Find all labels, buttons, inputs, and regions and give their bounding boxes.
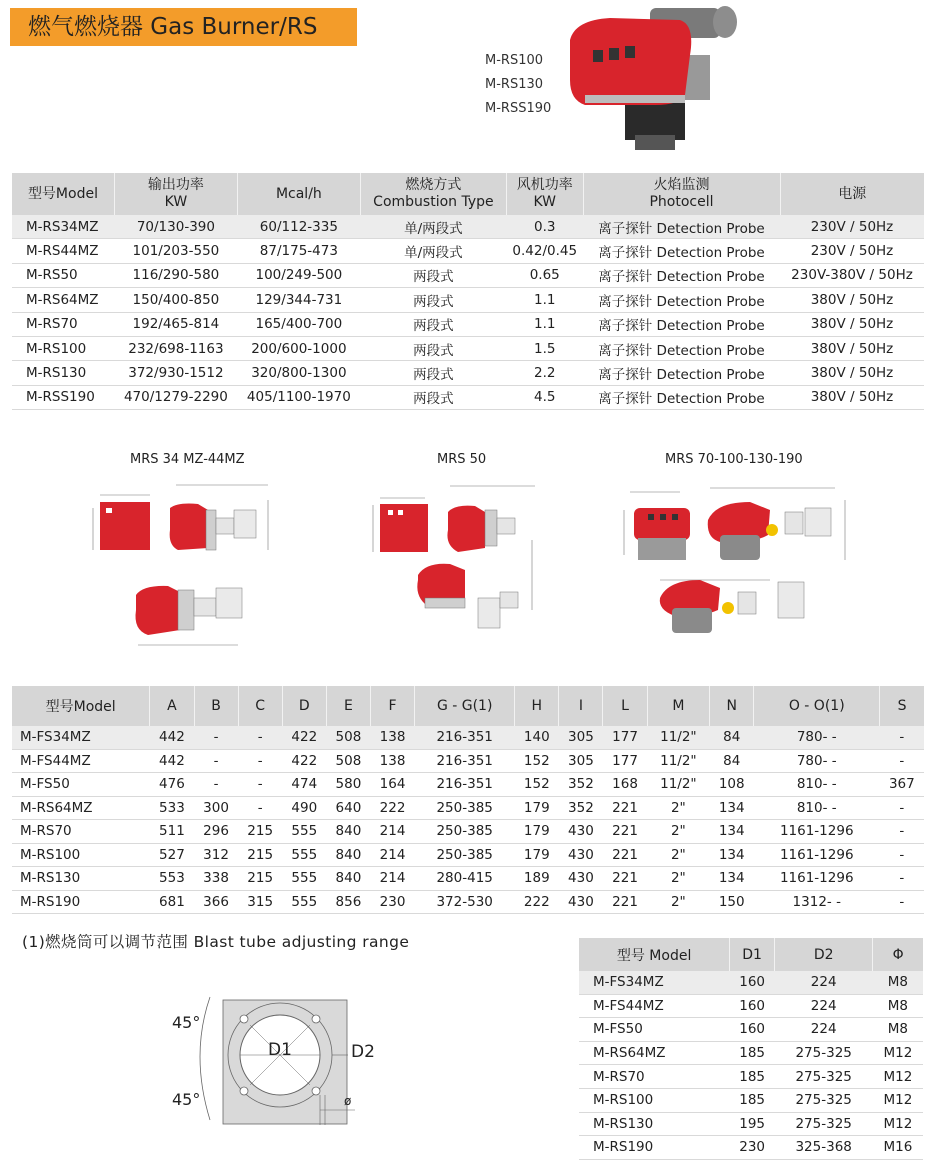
- table-row: [12, 890, 924, 914]
- table-cell: M12: [873, 1112, 923, 1136]
- table-cell: 1312- -: [754, 890, 880, 914]
- table-cell: M12: [873, 1088, 923, 1112]
- phi-label: ø: [344, 1094, 352, 1108]
- table-row: [12, 843, 924, 867]
- table-row: [579, 1136, 923, 1160]
- table-row: [12, 288, 924, 312]
- table-cell: 离子探针 Detection Probe: [583, 312, 780, 336]
- table-cell: 275-325: [775, 1112, 873, 1136]
- table-cell: 168: [603, 773, 647, 797]
- table-cell: 215: [238, 820, 282, 844]
- table-cell: 275-325: [775, 1041, 873, 1065]
- table-cell: 离子探针 Detection Probe: [583, 288, 780, 312]
- table-cell: -: [238, 796, 282, 820]
- table-cell: 470/1279-2290: [114, 385, 237, 409]
- dim-header: E: [326, 686, 370, 726]
- table-cell: 2": [647, 796, 710, 820]
- dim-header: O - O(1): [754, 686, 880, 726]
- table-cell: 474: [282, 773, 326, 797]
- table-cell: 214: [371, 867, 415, 891]
- table-cell: 221: [603, 796, 647, 820]
- table-cell: 215: [238, 843, 282, 867]
- table-cell: 553: [150, 867, 194, 891]
- table-cell: M-FS44MZ: [579, 994, 730, 1018]
- table-cell: 101/203-550: [114, 239, 237, 263]
- table-cell: 442: [150, 726, 194, 749]
- table-cell: M-RS64MZ: [12, 288, 114, 312]
- table-cell: 216-351: [415, 773, 515, 797]
- table-cell: M-RS190: [579, 1136, 730, 1160]
- table-cell: 380V / 50Hz: [780, 288, 924, 312]
- table-cell: 320/800-1300: [237, 361, 360, 385]
- table-cell: -: [880, 820, 924, 844]
- table-row: [579, 1112, 923, 1136]
- dim-header: B: [194, 686, 238, 726]
- table-cell: 221: [603, 867, 647, 891]
- table-cell: 222: [515, 890, 559, 914]
- d2-label: D2: [351, 1042, 375, 1062]
- table-cell: 两段式: [360, 385, 506, 409]
- diagram-label: MRS 70-100-130-190: [665, 452, 803, 467]
- table-cell: 422: [282, 749, 326, 773]
- table-cell: 780- -: [754, 726, 880, 749]
- spec-header: 风机功率 KW: [506, 173, 583, 215]
- table-cell: 134: [710, 796, 754, 820]
- dim-header: M: [647, 686, 710, 726]
- table-cell: 476: [150, 773, 194, 797]
- diagram-label: MRS 50: [437, 452, 487, 467]
- table-cell: 380V / 50Hz: [780, 361, 924, 385]
- table-cell: 555: [282, 843, 326, 867]
- table-cell: M8: [873, 994, 923, 1018]
- table-cell: 352: [559, 773, 603, 797]
- angle-label: 45°: [172, 1090, 201, 1109]
- table-cell: M-RS44MZ: [12, 239, 114, 263]
- table-row: [579, 1065, 923, 1089]
- table-cell: M-RS50: [12, 263, 114, 287]
- spec-header: 电源: [780, 173, 924, 215]
- table-row: [579, 971, 923, 994]
- table-row: [579, 1088, 923, 1112]
- table-cell: 856: [326, 890, 370, 914]
- table-cell: 230V / 50Hz: [780, 239, 924, 263]
- table-cell: 224: [775, 971, 873, 994]
- table-cell: 87/175-473: [237, 239, 360, 263]
- table-cell: 1161-1296: [754, 820, 880, 844]
- table-cell: 810- -: [754, 773, 880, 797]
- table-cell: 192/465-814: [114, 312, 237, 336]
- table-cell: 2": [647, 843, 710, 867]
- table-cell: -: [194, 726, 238, 749]
- table-cell: 380V / 50Hz: [780, 385, 924, 409]
- table-cell: 200/600-1000: [237, 336, 360, 360]
- table-cell: 两段式: [360, 336, 506, 360]
- table-cell: 422: [282, 726, 326, 749]
- dim-header: G - G(1): [415, 686, 515, 726]
- table-cell: 214: [371, 843, 415, 867]
- dim-header: S: [880, 686, 924, 726]
- table-cell: M-FS50: [579, 1018, 730, 1042]
- table-row: [12, 749, 924, 773]
- table-cell: 352: [559, 796, 603, 820]
- dim-header: N: [710, 686, 754, 726]
- table-cell: 134: [710, 867, 754, 891]
- table-cell: -: [238, 726, 282, 749]
- burner-dimension-drawing: [370, 480, 550, 650]
- table-row: [12, 263, 924, 287]
- table-cell: 221: [603, 890, 647, 914]
- table-cell: 116/290-580: [114, 263, 237, 287]
- blast-tube-note: (1)燃烧筒可以调节范围 Blast tube adjusting range: [22, 933, 410, 951]
- table-cell: 离子探针 Detection Probe: [583, 361, 780, 385]
- tube-header: 型号 Model: [579, 938, 730, 971]
- table-cell: 430: [559, 890, 603, 914]
- table-cell: 0.3: [506, 215, 583, 239]
- table-cell: 508: [326, 749, 370, 773]
- spec-table: [12, 173, 924, 410]
- product-photo: [565, 0, 745, 155]
- page-title: 燃气燃烧器 Gas Burner/RS: [10, 8, 357, 46]
- table-cell: 离子探针 Detection Probe: [583, 385, 780, 409]
- dimension-table: [12, 686, 924, 914]
- table-cell: 224: [775, 1018, 873, 1042]
- tube-header: Φ: [873, 938, 923, 971]
- table-cell: 11/2": [647, 726, 710, 749]
- table-cell: M-RS100: [579, 1088, 730, 1112]
- table-cell: 1.1: [506, 288, 583, 312]
- table-cell: 442: [150, 749, 194, 773]
- table-row: [579, 1041, 923, 1065]
- table-row: [12, 796, 924, 820]
- table-cell: M-RS130: [12, 361, 114, 385]
- table-cell: M-RS130: [12, 867, 150, 891]
- table-cell: 296: [194, 820, 238, 844]
- blast-tube-table: [579, 938, 923, 1160]
- table-cell: M-RS70: [579, 1065, 730, 1089]
- table-cell: 216-351: [415, 749, 515, 773]
- table-cell: 108: [710, 773, 754, 797]
- table-cell: 372-530: [415, 890, 515, 914]
- table-cell: 1.1: [506, 312, 583, 336]
- table-cell: 230V-380V / 50Hz: [780, 263, 924, 287]
- table-cell: 195: [730, 1112, 775, 1136]
- table-cell: M12: [873, 1041, 923, 1065]
- table-cell: 215: [238, 867, 282, 891]
- table-cell: 275-325: [775, 1088, 873, 1112]
- dim-header: I: [559, 686, 603, 726]
- spec-header: 输出功率 KW: [114, 173, 237, 215]
- table-cell: M8: [873, 971, 923, 994]
- table-cell: 2": [647, 890, 710, 914]
- table-cell: 离子探针 Detection Probe: [583, 336, 780, 360]
- table-cell: -: [880, 890, 924, 914]
- table-cell: 160: [730, 1018, 775, 1042]
- table-cell: 511: [150, 820, 194, 844]
- table-cell: -: [880, 867, 924, 891]
- table-cell: 160: [730, 971, 775, 994]
- table-cell: 179: [515, 820, 559, 844]
- table-cell: 840: [326, 867, 370, 891]
- spec-header: Mcal/h: [237, 173, 360, 215]
- table-cell: 177: [603, 749, 647, 773]
- table-cell: 280-415: [415, 867, 515, 891]
- tube-header: D1: [730, 938, 775, 971]
- table-cell: 490: [282, 796, 326, 820]
- table-row: [12, 726, 924, 749]
- table-cell: M-RS190: [12, 890, 150, 914]
- dim-header: F: [371, 686, 415, 726]
- table-cell: 84: [710, 726, 754, 749]
- table-cell: 555: [282, 867, 326, 891]
- table-cell: 84: [710, 749, 754, 773]
- table-cell: 2.2: [506, 361, 583, 385]
- table-cell: 134: [710, 820, 754, 844]
- table-cell: M-RS64MZ: [579, 1041, 730, 1065]
- table-row: [12, 215, 924, 239]
- burner-dimension-drawing: [88, 480, 288, 660]
- table-cell: 185: [730, 1041, 775, 1065]
- table-cell: 11/2": [647, 773, 710, 797]
- spec-header: 燃烧方式 Combustion Type: [360, 173, 506, 215]
- table-cell: 单/两段式: [360, 239, 506, 263]
- table-cell: 185: [730, 1065, 775, 1089]
- table-cell: 189: [515, 867, 559, 891]
- table-row: [579, 1018, 923, 1042]
- table-cell: 372/930-1512: [114, 361, 237, 385]
- table-cell: 681: [150, 890, 194, 914]
- table-cell: 60/112-335: [237, 215, 360, 239]
- table-cell: 315: [238, 890, 282, 914]
- table-cell: 离子探针 Detection Probe: [583, 215, 780, 239]
- table-cell: 312: [194, 843, 238, 867]
- angle-label: 45°: [172, 1013, 201, 1032]
- table-cell: 275-325: [775, 1065, 873, 1089]
- table-cell: 250-385: [415, 820, 515, 844]
- table-cell: 两段式: [360, 263, 506, 287]
- table-cell: 527: [150, 843, 194, 867]
- dim-header: H: [515, 686, 559, 726]
- table-cell: 150: [710, 890, 754, 914]
- table-cell: 555: [282, 820, 326, 844]
- table-cell: 2": [647, 867, 710, 891]
- table-cell: 离子探针 Detection Probe: [583, 239, 780, 263]
- table-cell: 230V / 50Hz: [780, 215, 924, 239]
- table-cell: 325-368: [775, 1136, 873, 1160]
- table-cell: 230: [371, 890, 415, 914]
- table-cell: 179: [515, 843, 559, 867]
- table-cell: 两段式: [360, 288, 506, 312]
- table-cell: 两段式: [360, 361, 506, 385]
- table-cell: M-FS34MZ: [579, 971, 730, 994]
- table-row: [579, 994, 923, 1018]
- table-cell: 221: [603, 843, 647, 867]
- table-cell: 138: [371, 726, 415, 749]
- d1-label: D1: [268, 1040, 292, 1060]
- tube-header: D2: [775, 938, 873, 971]
- table-cell: M-RS34MZ: [12, 215, 114, 239]
- table-cell: -: [880, 749, 924, 773]
- table-row: [12, 336, 924, 360]
- dim-header: D: [282, 686, 326, 726]
- table-cell: 216-351: [415, 726, 515, 749]
- flange-drawing: [170, 995, 390, 1130]
- dim-header: C: [238, 686, 282, 726]
- table-cell: 367: [880, 773, 924, 797]
- table-cell: 232/698-1163: [114, 336, 237, 360]
- table-cell: 177: [603, 726, 647, 749]
- table-cell: 221: [603, 820, 647, 844]
- dim-header: L: [603, 686, 647, 726]
- product-model-label: M-RS130: [485, 77, 544, 92]
- table-cell: -: [880, 843, 924, 867]
- table-cell: 1161-1296: [754, 867, 880, 891]
- table-cell: 152: [515, 749, 559, 773]
- table-cell: -: [238, 773, 282, 797]
- table-cell: 222: [371, 796, 415, 820]
- table-cell: 580: [326, 773, 370, 797]
- table-cell: 430: [559, 820, 603, 844]
- table-cell: 224: [775, 994, 873, 1018]
- table-cell: 780- -: [754, 749, 880, 773]
- table-cell: 179: [515, 796, 559, 820]
- table-row: [12, 312, 924, 336]
- table-cell: 305: [559, 726, 603, 749]
- table-cell: M-FS50: [12, 773, 150, 797]
- table-cell: -: [194, 749, 238, 773]
- table-cell: 150/400-850: [114, 288, 237, 312]
- table-cell: 1.5: [506, 336, 583, 360]
- table-cell: -: [880, 796, 924, 820]
- table-cell: 离子探针 Detection Probe: [583, 263, 780, 287]
- table-cell: 单/两段式: [360, 215, 506, 239]
- table-cell: 533: [150, 796, 194, 820]
- dim-header: 型号Model: [12, 686, 150, 726]
- table-cell: 11/2": [647, 749, 710, 773]
- table-cell: 两段式: [360, 312, 506, 336]
- table-cell: 380V / 50Hz: [780, 312, 924, 336]
- table-cell: M8: [873, 1018, 923, 1042]
- burner-dimension-drawing: [620, 480, 860, 655]
- table-cell: M-RS70: [12, 820, 150, 844]
- table-cell: 250-385: [415, 796, 515, 820]
- table-cell: 214: [371, 820, 415, 844]
- diagram-label: MRS 34 MZ-44MZ: [130, 452, 245, 467]
- table-cell: 300: [194, 796, 238, 820]
- table-cell: 230: [730, 1136, 775, 1160]
- product-model-label: M-RS100: [485, 53, 544, 68]
- table-cell: 140: [515, 726, 559, 749]
- table-cell: 555: [282, 890, 326, 914]
- table-cell: 0.65: [506, 263, 583, 287]
- table-cell: 160: [730, 994, 775, 1018]
- table-row: [12, 867, 924, 891]
- spec-header: 火焰监测 Photocell: [583, 173, 780, 215]
- table-cell: 185: [730, 1088, 775, 1112]
- table-row: [12, 239, 924, 263]
- table-cell: 4.5: [506, 385, 583, 409]
- table-cell: 138: [371, 749, 415, 773]
- table-cell: 134: [710, 843, 754, 867]
- table-row: [12, 361, 924, 385]
- table-cell: 129/344-731: [237, 288, 360, 312]
- table-cell: 0.42/0.45: [506, 239, 583, 263]
- table-cell: 250-385: [415, 843, 515, 867]
- table-cell: 366: [194, 890, 238, 914]
- table-cell: -: [880, 726, 924, 749]
- table-cell: 640: [326, 796, 370, 820]
- product-model-label: M-RSS190: [485, 101, 552, 116]
- table-cell: M-FS44MZ: [12, 749, 150, 773]
- table-cell: M-FS34MZ: [12, 726, 150, 749]
- table-cell: -: [194, 773, 238, 797]
- table-cell: -: [238, 749, 282, 773]
- table-cell: M-RS100: [12, 336, 114, 360]
- table-row: [12, 385, 924, 409]
- table-cell: 508: [326, 726, 370, 749]
- table-cell: 810- -: [754, 796, 880, 820]
- table-cell: 380V / 50Hz: [780, 336, 924, 360]
- table-cell: 2": [647, 820, 710, 844]
- table-cell: M16: [873, 1136, 923, 1160]
- table-cell: M12: [873, 1065, 923, 1089]
- table-cell: M-RS70: [12, 312, 114, 336]
- table-cell: 338: [194, 867, 238, 891]
- spec-header: 型号Model: [12, 173, 114, 215]
- table-cell: 840: [326, 820, 370, 844]
- table-cell: 405/1100-1970: [237, 385, 360, 409]
- table-row: [12, 773, 924, 797]
- table-cell: 152: [515, 773, 559, 797]
- table-cell: M-RSS190: [12, 385, 114, 409]
- table-cell: 840: [326, 843, 370, 867]
- table-row: [12, 820, 924, 844]
- table-cell: 70/130-390: [114, 215, 237, 239]
- table-cell: M-RS64MZ: [12, 796, 150, 820]
- table-cell: 1161-1296: [754, 843, 880, 867]
- table-cell: 430: [559, 843, 603, 867]
- dim-header: A: [150, 686, 194, 726]
- table-cell: 430: [559, 867, 603, 891]
- table-cell: 100/249-500: [237, 263, 360, 287]
- table-cell: M-RS130: [579, 1112, 730, 1136]
- table-cell: 165/400-700: [237, 312, 360, 336]
- table-cell: 164: [371, 773, 415, 797]
- table-cell: M-RS100: [12, 843, 150, 867]
- table-cell: 305: [559, 749, 603, 773]
